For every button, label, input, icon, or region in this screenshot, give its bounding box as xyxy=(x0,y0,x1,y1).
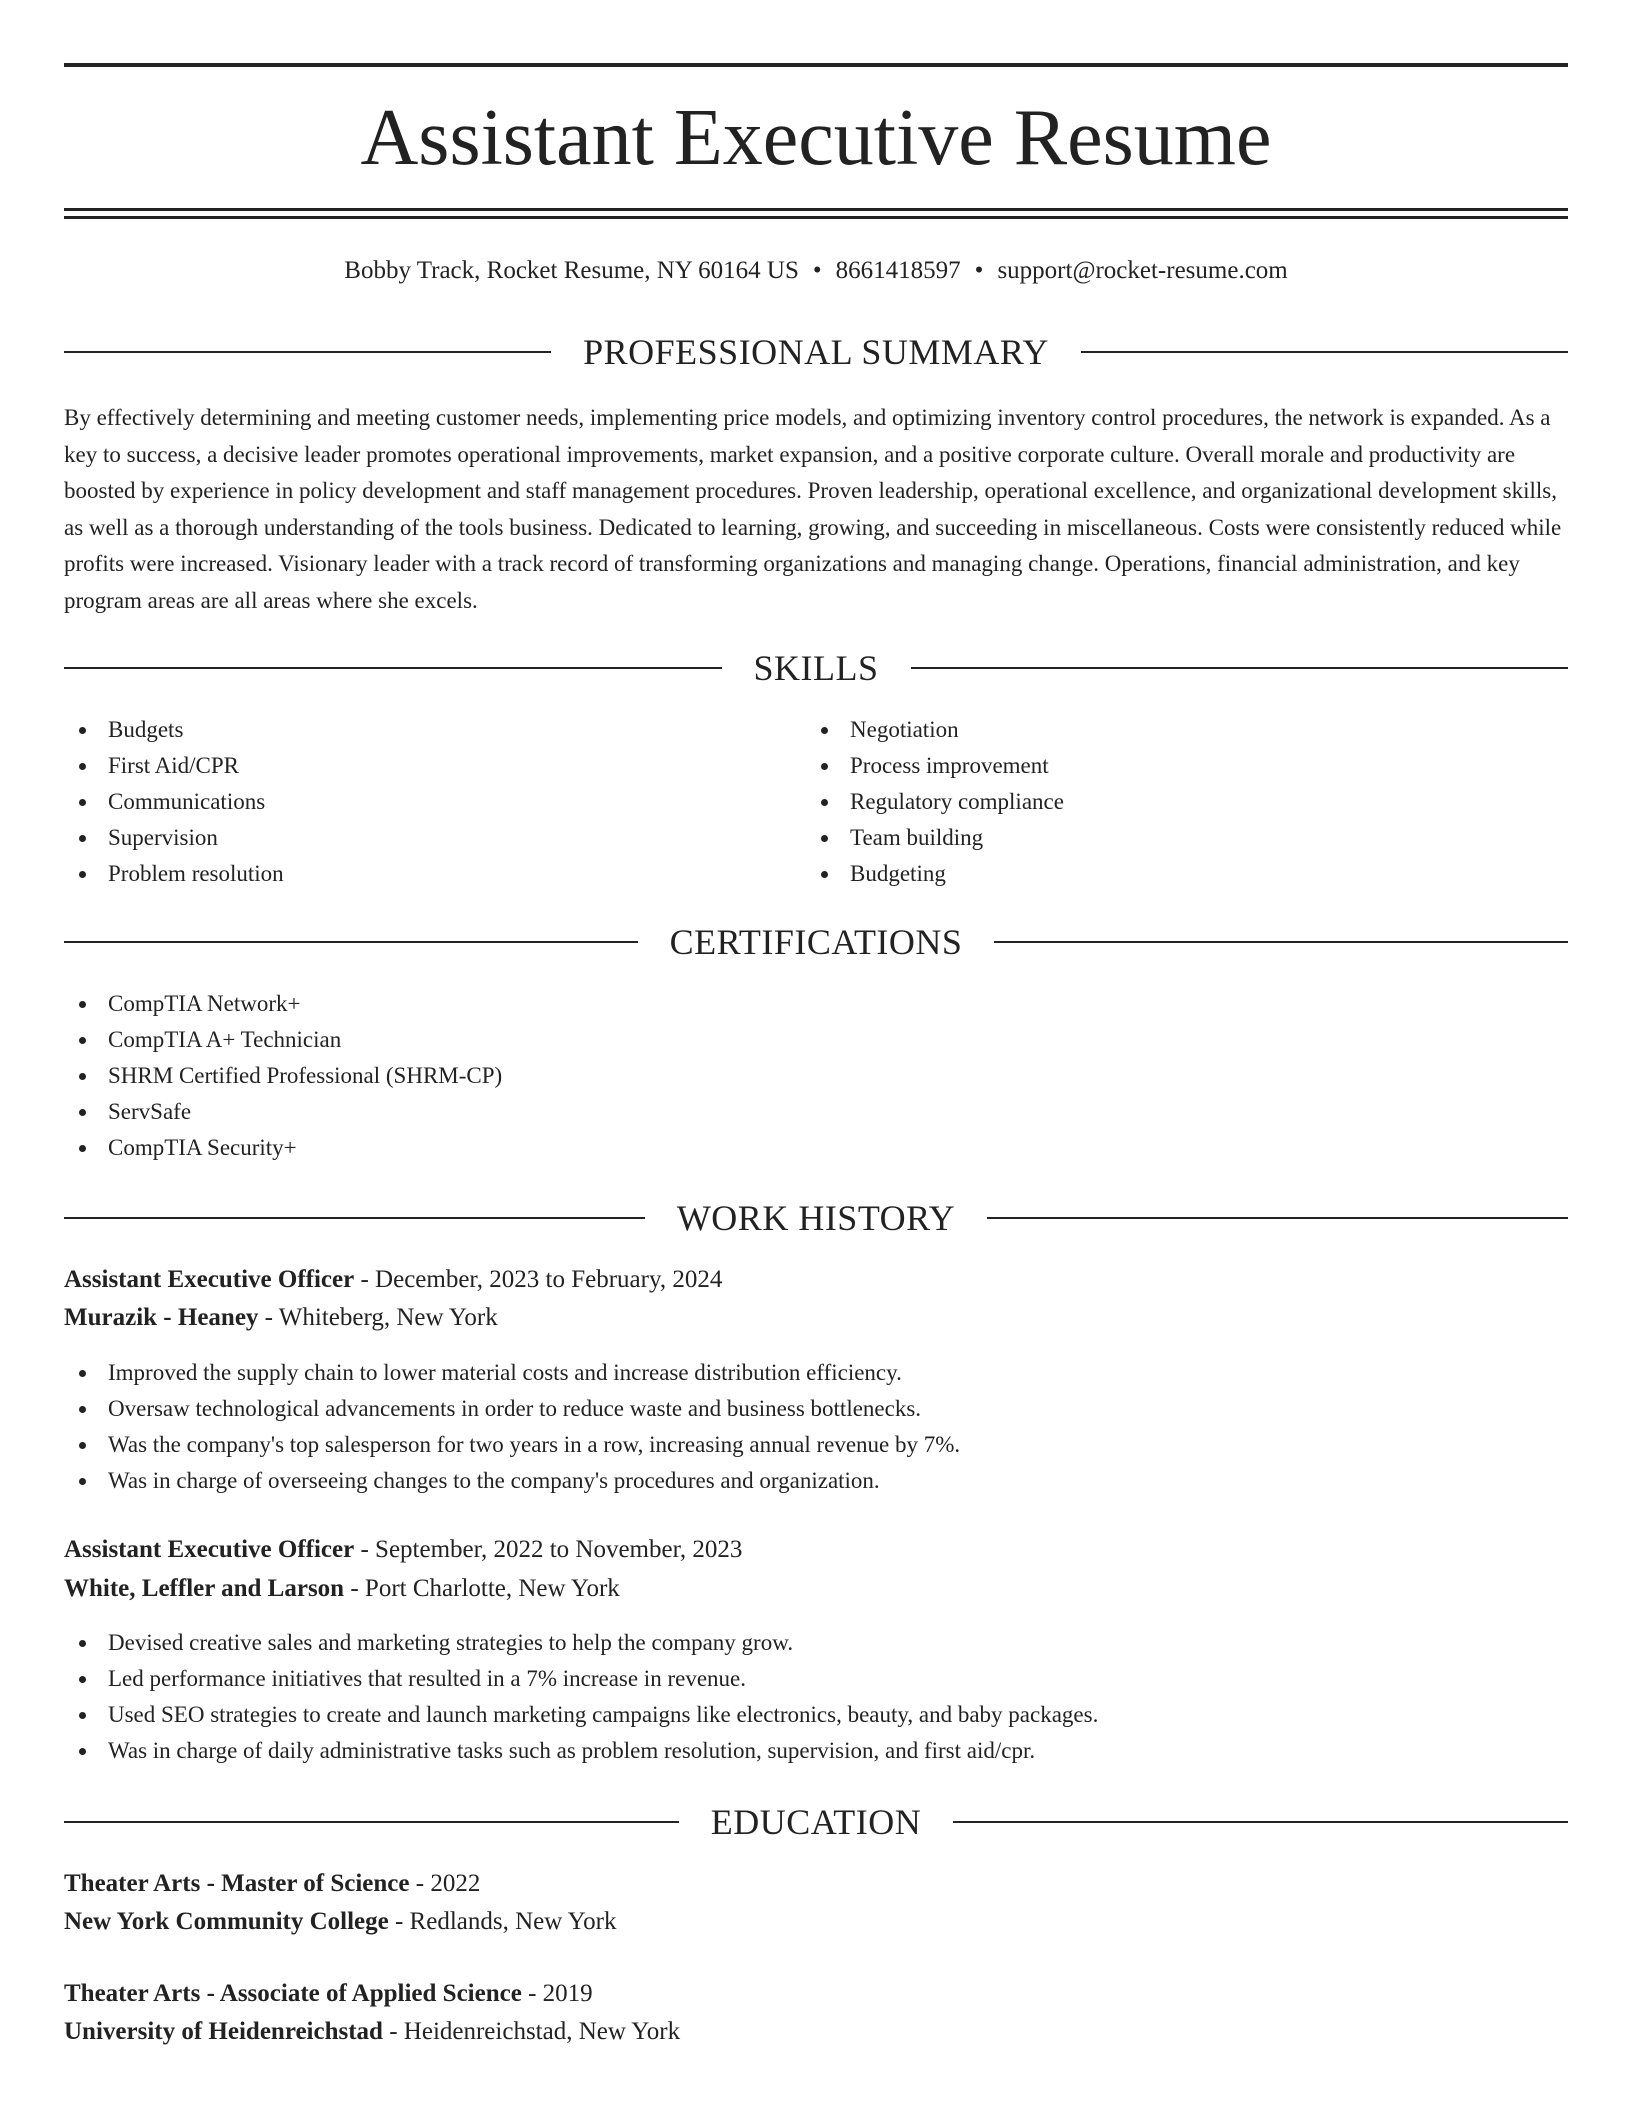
heading-rule-left xyxy=(64,667,722,669)
job-dates: - December, 2023 to February, 2024 xyxy=(354,1266,723,1293)
certification-item: ServSafe xyxy=(64,1094,1464,1130)
job-duty-item: Was in charge of daily administrative tasks such as problem resolution, supervision, and first aid/cpr. xyxy=(64,1733,1514,1769)
job-company: Murazik - Heaney xyxy=(64,1304,259,1331)
job-location: - Port Charlotte, New York xyxy=(344,1575,620,1602)
job-company-line xyxy=(64,1571,1568,1607)
section-title: EDUCATION xyxy=(710,1802,922,1842)
education-location: - Heidenreichstad, New York xyxy=(382,2018,681,2045)
education-school: New York Community College xyxy=(64,1908,389,1935)
skill-item: Supervision xyxy=(64,820,764,856)
certification-item: SHRM Certified Professional (SHRM-CP) xyxy=(64,1058,1464,1094)
skill-item: Team building xyxy=(806,820,1506,856)
certification-item: CompTIA Security+ xyxy=(64,1130,1464,1166)
job-title-line xyxy=(64,1262,1568,1298)
education-year: - 2019 xyxy=(521,1980,593,2007)
job-duty-item: Was in charge of overseeing changes to the company's procedures and organization. xyxy=(64,1463,1514,1499)
certification-item: CompTIA A+ Technician xyxy=(64,1022,1464,1058)
heading-rule-left xyxy=(64,941,638,943)
education-school-line xyxy=(64,2014,1568,2050)
job-dates: - September, 2022 to November, 2023 xyxy=(354,1536,743,1563)
job-title: Assistant Executive Officer xyxy=(64,1536,355,1563)
education-degree-line xyxy=(64,1866,1568,1902)
section-title: CERTIFICATIONS xyxy=(669,922,963,962)
skill-item: Problem resolution xyxy=(64,856,764,892)
certifications-list xyxy=(64,986,1464,1166)
job-title-line xyxy=(64,1532,1568,1568)
job-company: White, Leffler and Larson xyxy=(64,1575,345,1602)
contact-phone: 8661418597 xyxy=(835,257,961,284)
section-heading-education xyxy=(64,1800,1568,1844)
heading-rule-right xyxy=(911,667,1569,669)
contact-address: Bobby Track, Rocket Resume, NY 60164 US xyxy=(344,257,799,284)
education-location: - Redlands, New York xyxy=(388,1908,617,1935)
job-duty-item: Oversaw technological advancements in order to reduce waste and business bottlenecks. xyxy=(64,1391,1514,1427)
job-duty-item: Led performance initiatives that resulted in a 7% increase in revenue. xyxy=(64,1661,1514,1697)
contact-separator: • xyxy=(812,257,822,284)
job-duty-item: Devised creative sales and marketing strategies to help the company grow. xyxy=(64,1625,1514,1661)
title-rule-lower xyxy=(64,216,1568,219)
skill-item: Regulatory compliance xyxy=(806,784,1506,820)
job-duties-list xyxy=(64,1625,1514,1769)
skills-list-left xyxy=(64,712,764,892)
contact-line xyxy=(64,254,1568,288)
job-duty-item: Was the company's top salesperson for two years in a row, increasing annual revenue by 7%. xyxy=(64,1427,1514,1463)
section-title: WORK HISTORY xyxy=(676,1198,956,1238)
section-heading-skills xyxy=(64,646,1568,690)
section-heading-summary xyxy=(64,330,1568,374)
skill-item: Process improvement xyxy=(806,748,1506,784)
skills-list-right xyxy=(806,712,1506,892)
skill-item: First Aid/CPR xyxy=(64,748,764,784)
section-heading-work xyxy=(64,1196,1568,1240)
job-duty-item: Improved the supply chain to lower material costs and increase distribution efficiency. xyxy=(64,1355,1514,1391)
section-title: PROFESSIONAL SUMMARY xyxy=(583,332,1049,372)
skill-item: Budgeting xyxy=(806,856,1506,892)
resume-title: Assistant Executive Resume xyxy=(360,94,1272,182)
education-year: - 2022 xyxy=(409,1870,481,1897)
education-degree: Theater Arts - Associate of Applied Science xyxy=(64,1980,522,2007)
summary-text: By effectively determining and meeting customer needs, implementing price models, and optimizing inventory control procedures, the network is expanded. As a key to success, a decisive leader promotes operational improvements, market expansion, and a positive corporate culture. Overall morale and productivity are boosted by experience in policy development and staff management procedures. Proven leadership, operational excellence, and organizational development skills, as well as a thorough understanding of the tools business. Dedicated to learning, growing, and succeeding in miscellaneous. Costs were consistently reduced while profits were increased. Visionary leader with a track record of transforming organizations and managing change. Operations, financial administration, and key program areas are all areas where she excels. xyxy=(64,405,1562,613)
contact-separator: • xyxy=(974,257,984,284)
heading-rule-right xyxy=(1081,351,1568,353)
job-location: - Whiteberg, New York xyxy=(258,1304,498,1331)
heading-rule-left xyxy=(64,351,551,353)
education-school: University of Heidenreichstad xyxy=(64,2018,383,2045)
title-rule-upper xyxy=(64,208,1568,211)
job-company-line xyxy=(64,1300,1568,1336)
section-heading-certifications xyxy=(64,920,1568,964)
education-school-line xyxy=(64,1904,1568,1940)
skill-item: Budgets xyxy=(64,712,764,748)
heading-rule-left xyxy=(64,1821,679,1823)
certification-item: CompTIA Network+ xyxy=(64,986,1464,1022)
section-title: SKILLS xyxy=(753,648,879,688)
heading-rule-right xyxy=(987,1217,1568,1219)
job-title: Assistant Executive Officer xyxy=(64,1266,355,1293)
education-degree-line xyxy=(64,1976,1568,2012)
heading-rule-right xyxy=(953,1821,1568,1823)
heading-rule-right xyxy=(994,941,1568,943)
education-degree: Theater Arts - Master of Science xyxy=(64,1870,410,1897)
contact-email: support@rocket-resume.com xyxy=(997,257,1288,284)
top-rule xyxy=(64,63,1568,67)
skill-item: Communications xyxy=(64,784,764,820)
skill-item: Negotiation xyxy=(806,712,1506,748)
heading-rule-left xyxy=(64,1217,645,1219)
job-duties-list xyxy=(64,1355,1514,1499)
job-duty-item: Used SEO strategies to create and launch marketing campaigns like electronics, beauty, and baby packages. xyxy=(64,1697,1514,1733)
